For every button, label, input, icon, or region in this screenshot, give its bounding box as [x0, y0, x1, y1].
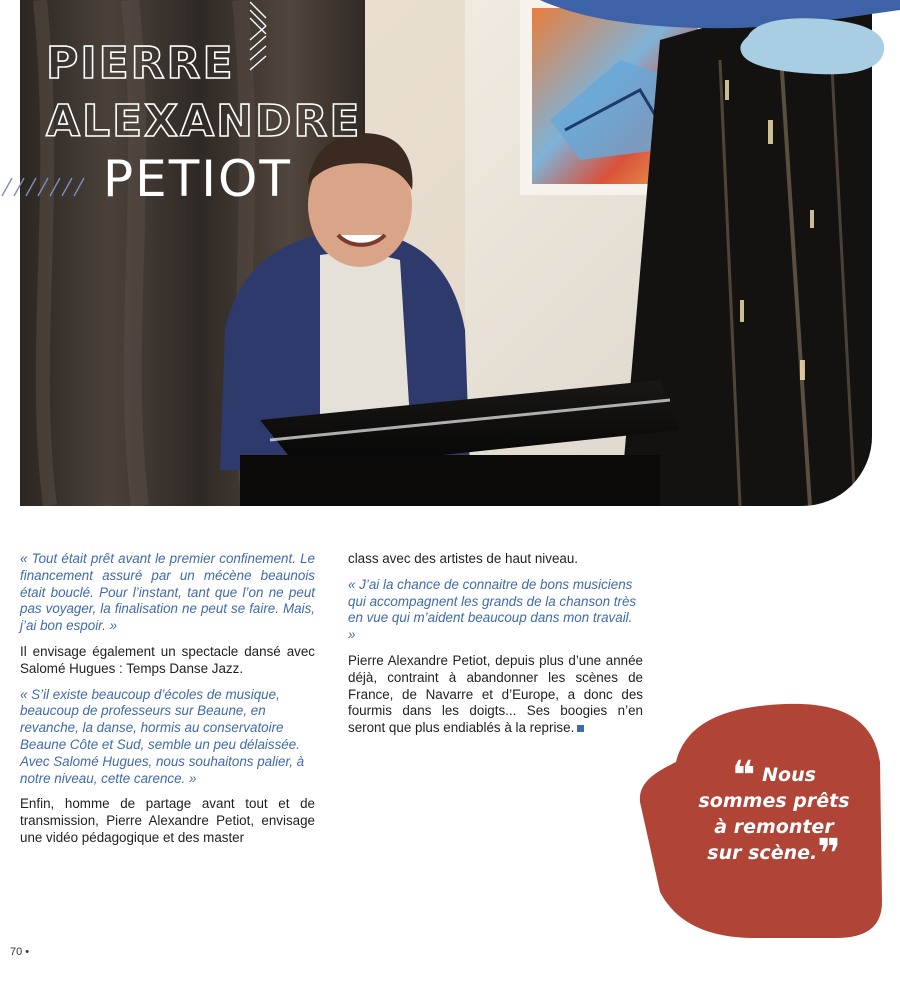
article-column-2: [348, 551, 643, 746]
body-paragraph: Enfin, homme de partage avant tout et de transmission, Pierre Alexandre Petiot, envisage une vidéo pédagogique et des master: [20, 796, 315, 845]
body-paragraph: class avec des artistes de haut niveau.: [348, 551, 579, 566]
pull-quote-line-4: sur scène.: [707, 842, 818, 864]
body-paragraph-text: Pierre Alexandre Petiot, depuis plus d’une année déjà, contraint à abandonner les scènes de France, de Navarre et d’Europe, a donc des fourmis dans les doigts... Ses boogies n’en seront que plus endiablés à la reprise.: [348, 652, 643, 736]
open-quote-icon: ❝: [732, 753, 756, 799]
title-line-3: PETIOT: [103, 150, 292, 208]
title-hatch-decoration-left: [0, 176, 90, 198]
pull-quote-text: [674, 753, 874, 877]
quote-paragraph: « Tout était prêt avant le premier confinement. Le financement assuré par un mécène beaunois était bouclé. Pour l’instant, tant que l’on ne peut pas voyager, la finalisation ne peut se faire. Mais, j’ai bon espoir. »: [20, 551, 315, 634]
title-hatch-decoration: [246, 0, 270, 80]
article-column-1: [20, 551, 315, 856]
pull-quote: [636, 702, 886, 942]
title-line-2: ALEXANDRE: [46, 96, 362, 147]
decorative-lightblue-shape: [738, 16, 888, 78]
page-number: 70 •: [10, 946, 30, 958]
pull-quote-line-2: sommes prêts: [698, 790, 850, 812]
quote-paragraph: « J’ai la chance de connaitre de bons musiciens qui accompagnent les grands de la chanson très en vue qui m’aident beaucoup dans mon travail. »: [348, 576, 637, 643]
body-paragraph: Il envisage également un spectacle dansé avec Salomé Hugues : Temps Danse Jazz.: [20, 643, 315, 676]
pull-quote-line-3: à remonter: [714, 816, 834, 838]
close-quote-icon: ❞: [817, 831, 841, 877]
end-of-article-mark: [577, 725, 584, 732]
title-line-1: PIERRE: [46, 38, 235, 89]
quote-paragraph: « S’il existe beaucoup d’écoles de musique, beaucoup de professeurs sur Beaune, en revanche, la danse, hormis au conservatoire Beaune Côte et Sud, semble un peu délaissée. Avec Salomé Hugues, nous souhaitons palier, à notre niveau, cette carence. »: [20, 686, 305, 786]
pull-quote-line-1: Nous: [762, 764, 816, 786]
body-paragraph-final: [348, 653, 643, 737]
